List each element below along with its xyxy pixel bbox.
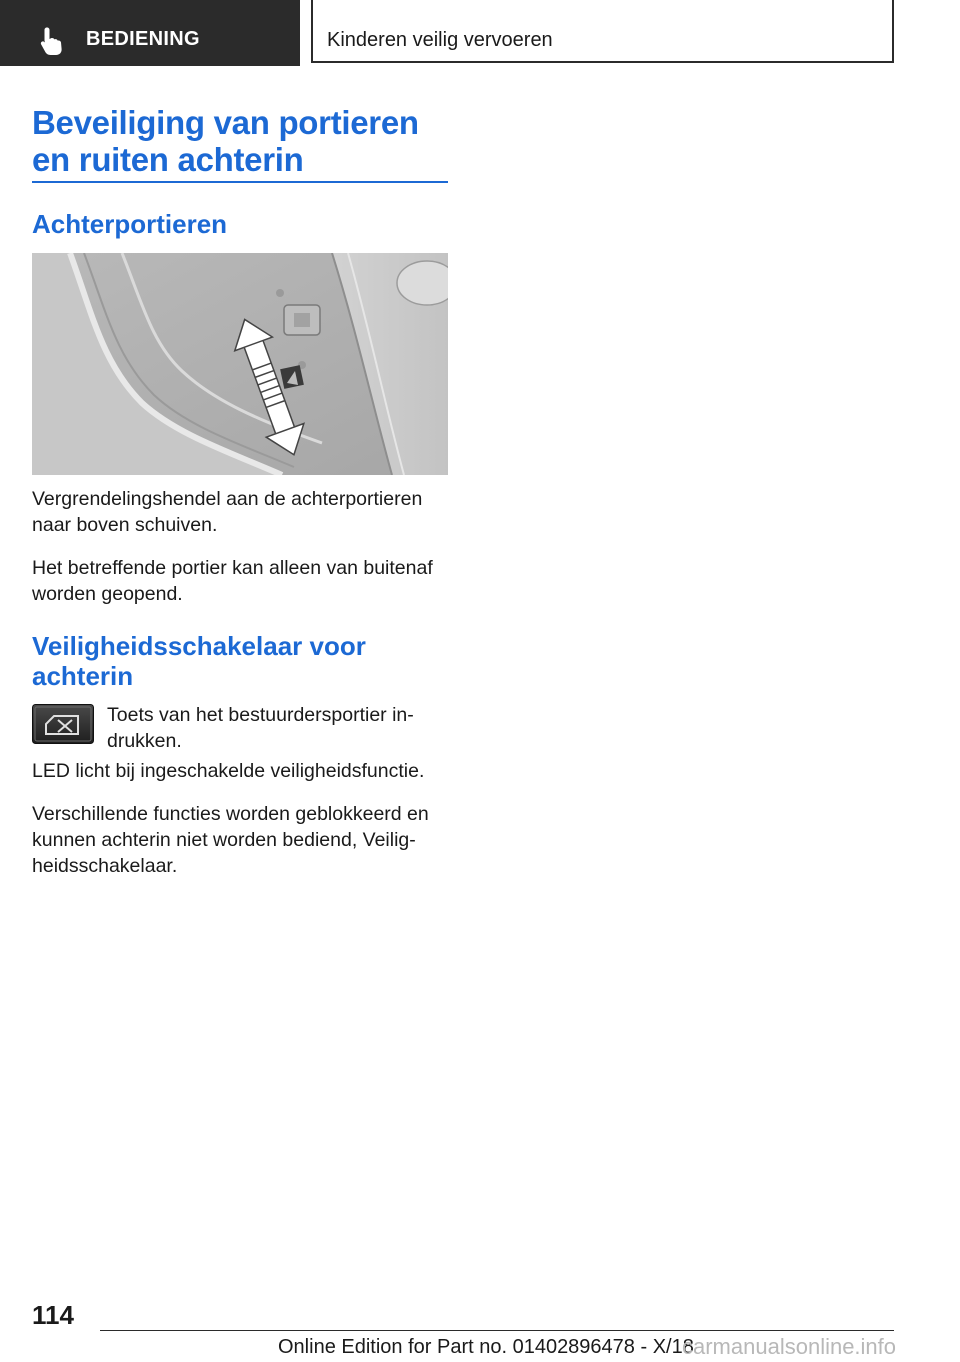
section-heading-safety-switch: Veiligheidsschakelaar voor achterin [32,631,366,691]
edition-note: Online Edition for Part no. 01402896478 - X/18 [278,1336,694,1358]
section-label: BEDIENING [86,28,200,50]
title-divider [32,181,448,183]
paragraph-open-outside: Het betreffende portier kan alleen van buitenaf worden geopend. [32,557,433,605]
chapter-header [311,0,894,63]
paragraph-lock-lever: Vergrendelingshendel aan de achterportieren naar boven schuiven. [32,488,423,536]
window-lock-button-icon [32,704,94,744]
chapter-title: Kinderen veilig vervoeren [327,29,553,51]
paragraph-blocked-functions: Verschillende functies worden geblokkeerd en kunnen achterin niet worden bediend, Veilig- heidsschakelaar. [32,803,429,877]
paragraph-press-button: Toets van het bestuurdersportier in- drukken. [107,704,414,752]
watermark: carmanualsonline.info [682,1334,897,1359]
section-tab [0,0,300,66]
section-heading-rear-doors: Achterportieren [32,209,228,239]
paragraph-led: LED licht bij ingeschakelde veiligheidsfunctie. [32,760,425,782]
footer-divider [100,1330,894,1331]
rear-door-lock-illustration [32,253,448,475]
pointing-hand-icon [38,26,66,56]
page-title: Beveiliging van portieren en ruiten achterin [32,104,419,178]
page-number: 114 [32,1300,74,1330]
